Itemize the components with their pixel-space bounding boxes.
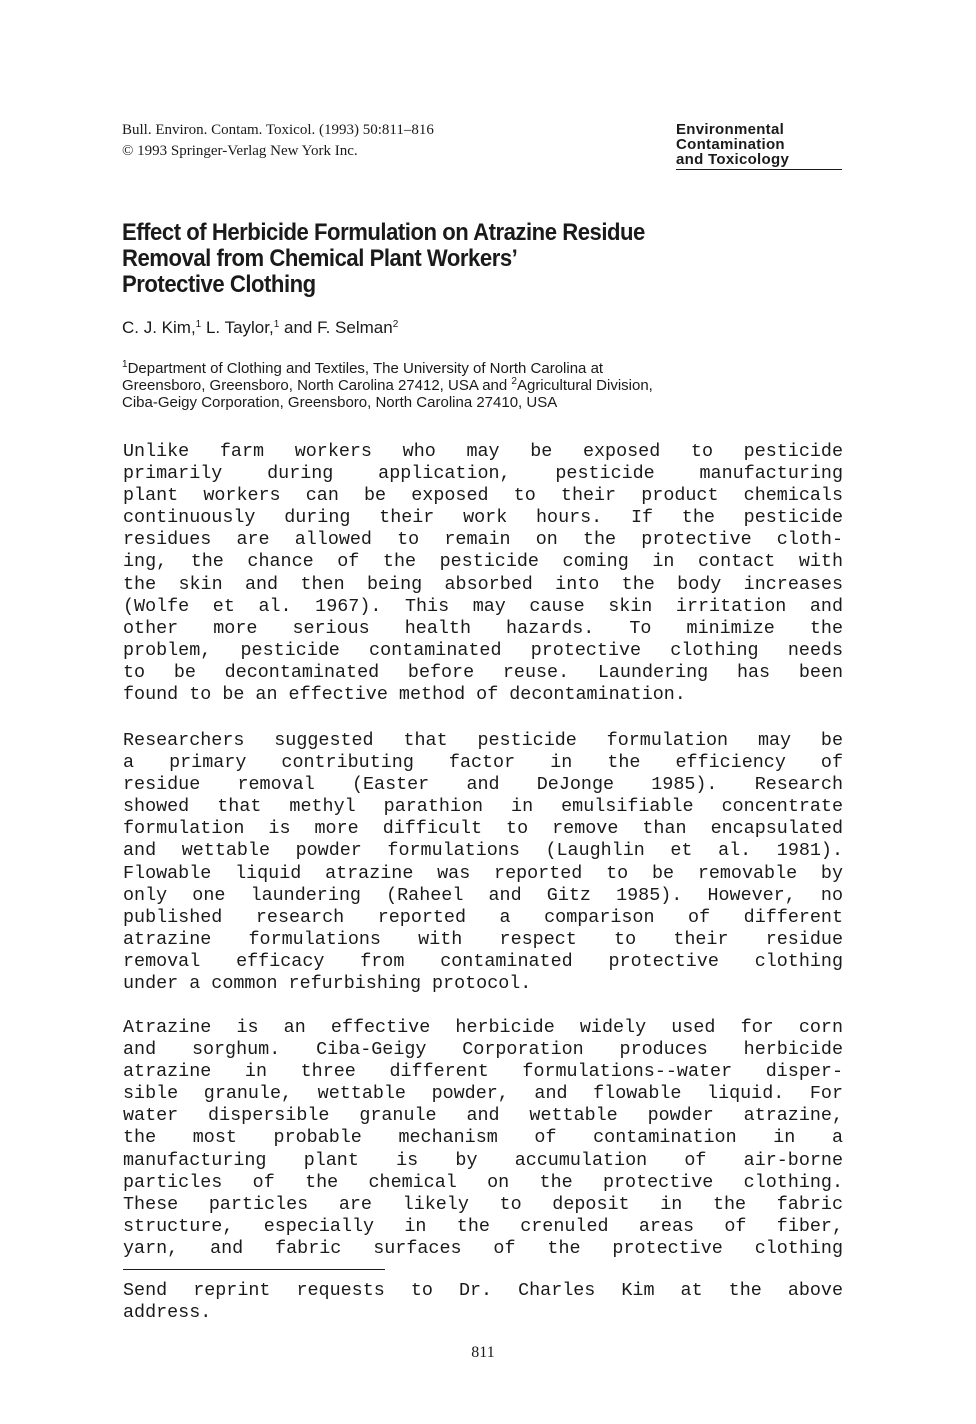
citation-line: Bull. Environ. Contam. Toxicol. (1993) 50:811–816: [122, 122, 434, 138]
copyright-line: © 1993 Springer-Verlag New York Inc.: [122, 143, 358, 159]
text-line: manufacturing plant is by accumulation of air-borne: [123, 1149, 843, 1171]
text-line: other more serious health hazards. To minimize the: [123, 617, 843, 639]
text-line: problem, pesticide contaminated protective clothing needs: [123, 639, 843, 661]
text-line: ing, the chance of the pesticide coming in contact with: [123, 551, 843, 573]
journal-logo: [676, 122, 842, 170]
text-line: removal efficacy from contaminated protective clothing: [123, 950, 843, 972]
text-line: atrazine in three different formulations--water disper-: [123, 1061, 843, 1083]
text-line: Researchers suggested that pesticide formulation may be: [123, 730, 843, 751]
affiliation-text: Agricultural Division,: [516, 377, 653, 394]
body-paragraph-1: [123, 441, 843, 706]
title-line: Protective Clothing: [122, 271, 316, 298]
author-affiliation-mark: 1: [273, 319, 280, 330]
affiliation-line: Ciba-Geigy Corporation, Greensboro, North Carolina 27410, USA: [122, 394, 558, 411]
text-line: under a common refurbishing protocol.: [123, 973, 532, 995]
text-line: only one laundering (Raheel and Gitz 1985). However, no: [123, 884, 843, 906]
text-line: particles of the chemical on the protective clothing.: [123, 1171, 843, 1193]
body-paragraph-2: [123, 730, 843, 995]
author-name: C. J. Kim,: [122, 318, 196, 337]
author-name: and F. Selman: [284, 318, 393, 337]
page-number: 811: [471, 1344, 495, 1361]
text-line: (Wolfe et al. 1967). This may cause skin irritation and: [123, 595, 843, 617]
text-line: a primary contributing factor in the efficiency of: [123, 752, 843, 774]
body-paragraph-3: [123, 1017, 843, 1260]
affiliations: [122, 360, 842, 411]
text-line: residue removal (Easter and DeJonge 1985). Research: [123, 774, 843, 796]
affiliation-text: Department of Clothing and Textiles, The University of North Carolina at: [127, 360, 604, 377]
journal-logo-line: Environmental: [676, 121, 785, 138]
article-title: [122, 220, 784, 298]
journal-logo-line: and Toxicology: [676, 151, 790, 168]
affiliation-mark: 1: [122, 359, 128, 370]
author-affiliation-mark: 2: [392, 319, 399, 330]
text-line: to be decontaminated before reuse. Laundering has been: [123, 661, 843, 683]
text-line: These particles are likely to deposit in the fabric: [123, 1193, 843, 1215]
text-line: structure, especially in the crenuled areas of fiber,: [123, 1215, 843, 1237]
author-name: L. Taylor,: [205, 318, 274, 337]
text-line: yarn, and fabric surfaces of the protective clothing: [123, 1237, 843, 1259]
text-line: published research reported a comparison of different: [123, 906, 843, 928]
journal-logo-line: Contamination: [676, 136, 785, 153]
text-line: Atrazine is an effective herbicide widely used for corn: [123, 1017, 843, 1038]
text-line: and sorghum. Ciba-Geigy Corporation produces herbicide: [123, 1039, 843, 1061]
text-line: continuously during their work hours. If the pesticide: [123, 507, 843, 529]
affiliation-text: Greensboro, Greensboro, North Carolina 27412, USA and: [122, 377, 512, 394]
citation-block: [122, 120, 582, 162]
text-line: formulation is more difficult to remove than encapsulated: [123, 818, 843, 840]
author-affiliation-mark: 1: [195, 319, 202, 330]
text-line: found to be an effective method of decontamination.: [123, 684, 686, 706]
text-line: the most probable mechanism of contamination in a: [123, 1127, 843, 1149]
text-line: showed that methyl parathion in emulsifiable concentrate: [123, 796, 843, 818]
text-line: Unlike farm workers who may be exposed to pesticide: [123, 441, 843, 462]
text-line: sible granule, wettable powder, and flowable liquid. For: [123, 1083, 843, 1105]
title-line: Removal from Chemical Plant Workers’: [122, 245, 518, 272]
affiliation-line: [122, 377, 842, 394]
text-line: primarily during application, pesticide manufacturing: [123, 463, 843, 485]
text-line: and wettable powder formulations (Laughlin et al. 1981).: [123, 840, 843, 862]
text-line: residues are allowed to remain on the protective cloth-: [123, 529, 843, 551]
text-line: plant workers can be exposed to their product chemicals: [123, 485, 843, 507]
text-line: Send reprint requests to Dr. Charles Kim at the above: [123, 1280, 843, 1301]
text-line: the skin and then being absorbed into the body increases: [123, 573, 843, 595]
affiliation-line: [122, 360, 842, 377]
title-line: Effect of Herbicide Formulation on Atrazine Residue: [122, 219, 645, 246]
author-list: [122, 318, 398, 338]
footnote-divider: [123, 1269, 385, 1270]
text-line: atrazine formulations with respect to their residue: [123, 928, 843, 950]
text-line: water dispersible granule and wettable powder atrazine,: [123, 1105, 843, 1127]
text-line: Flowable liquid atrazine was reported to be removable by: [123, 862, 843, 884]
affiliation-mark: 2: [511, 376, 517, 387]
footnote: [123, 1280, 843, 1324]
text-line: address.: [123, 1302, 212, 1323]
